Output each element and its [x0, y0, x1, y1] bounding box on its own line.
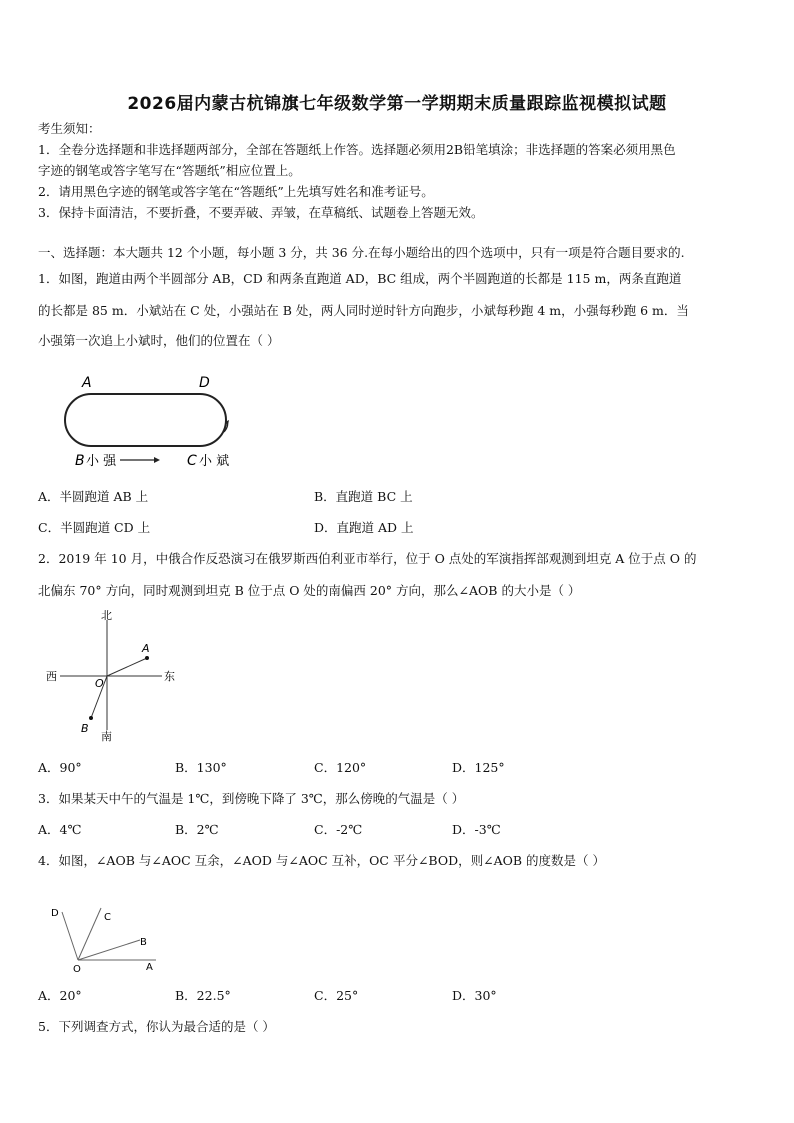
q1-line-2: 的长都是 85 m．小斌站在 C 处，小强站在 B 处，两人同时逆时针方向跑步，小斌每秒跑 4 m，小强每秒跑 6 m．当	[38, 303, 689, 318]
label-o: O	[73, 964, 81, 975]
notice-line-3: 3．保持卡面清洁，不要折叠，不要弄破、弄皱，在草稿纸、试题卷上答题无效。	[38, 205, 484, 220]
notice-line-2: 2．请用黑色字迹的钢笔或答字笔在“答题纸”上先填写姓名和准考证号。	[38, 184, 434, 199]
q3-option-a: A．4℃	[38, 822, 82, 837]
label-south: 南	[101, 730, 112, 743]
q2-option-b: B．130°	[175, 760, 227, 775]
label-west: 西	[46, 670, 57, 683]
q3-option-d: D．-3℃	[452, 822, 501, 837]
label-c: C	[104, 912, 111, 923]
q1-option-b: B．直跑道 BC 上	[314, 489, 413, 504]
page-title: 2026届内蒙古杭锦旗七年级数学第一学期期末质量跟踪监视模拟试题	[127, 94, 667, 114]
section-heading: 一、选择题：本大题共 12 个小题，每小题 3 分，共 36 分.在每小题给出的四个选项中，只有一项是符合题目要求的.	[38, 245, 685, 260]
q2-option-a: A．90°	[38, 760, 82, 775]
q4-option-c: C．25°	[314, 988, 359, 1003]
q3-line-1: 3．如果某天中午的气温是 1℃，到傍晚下降了 3℃，那么傍晚的气温是（ ）	[38, 791, 465, 806]
q3-option-c: C．-2℃	[314, 822, 363, 837]
q2-option-d: D．125°	[452, 760, 505, 775]
track-figure	[58, 370, 248, 474]
q3-option-b: B．2℃	[175, 822, 219, 837]
q4-option-a: A．20°	[38, 988, 82, 1003]
angle-figure	[40, 900, 170, 975]
label-c: C	[187, 453, 197, 469]
q4-option-b: B．22.5°	[175, 988, 231, 1003]
label-d: D	[199, 375, 210, 391]
q1-line-3: 小强第一次追上小斌时，他们的位置在（ ）	[38, 333, 280, 348]
label-a: A	[146, 962, 153, 973]
q1-line-1: 1．如图，跑道由两个半圆部分 AB，CD 和两条直跑道 AD，BC 组成，两个半圆跑道的长都是 115 m，两条直跑道	[38, 271, 682, 286]
notice-heading: 考生须知：	[38, 121, 101, 136]
label-a: A	[142, 642, 150, 655]
label-b: B	[75, 453, 85, 469]
compass-figure	[40, 610, 190, 745]
notice-line-1: 1．全卷分选择题和非选择题两部分，全部在答题纸上作答。选择题必须用2B铅笔填涂；非选择题的答案必须用黑色	[38, 142, 676, 157]
q4-line-1: 4．如图，∠AOB 与∠AOC 互余，∠AOD 与∠AOC 互补，OC 平分∠BOD，则∠AOB 的度数是（ ）	[38, 853, 606, 868]
q2-line-2: 北偏东 70° 方向，同时观测到坦克 B 位于点 O 处的南偏西 20° 方向，那么∠AOB 的大小是（ ）	[38, 583, 581, 598]
label-a: A	[82, 375, 92, 391]
q2-option-c: C．120°	[314, 760, 367, 775]
q2-line-1: 2．2019 年 10 月，中俄合作反恐演习在俄罗斯西伯利亚市举行，位于 O 点处的军演指挥部观测到坦克 A 位于点 O 的	[38, 551, 697, 566]
label-b: B	[81, 722, 89, 735]
label-xiaoqiang: 小 强	[86, 454, 117, 469]
notice-line-1b: 字迹的钢笔或答字笔写在“答题纸”相应位置上。	[38, 163, 301, 178]
label-north: 北	[101, 610, 112, 622]
q1-option-d: D．直跑道 AD 上	[314, 520, 414, 535]
label-o: O	[95, 677, 104, 690]
q1-option-c: C．半圆跑道 CD 上	[38, 520, 151, 535]
label-b: B	[140, 937, 147, 948]
label-d: D	[51, 908, 59, 919]
label-east: 东	[164, 670, 175, 683]
q4-option-d: D．30°	[452, 988, 497, 1003]
q5-line-1: 5．下列调查方式，你认为最合适的是（ ）	[38, 1019, 275, 1034]
label-xiaobin: 小 斌	[199, 454, 230, 469]
q1-option-a: A．半圆跑道 AB 上	[38, 489, 149, 504]
